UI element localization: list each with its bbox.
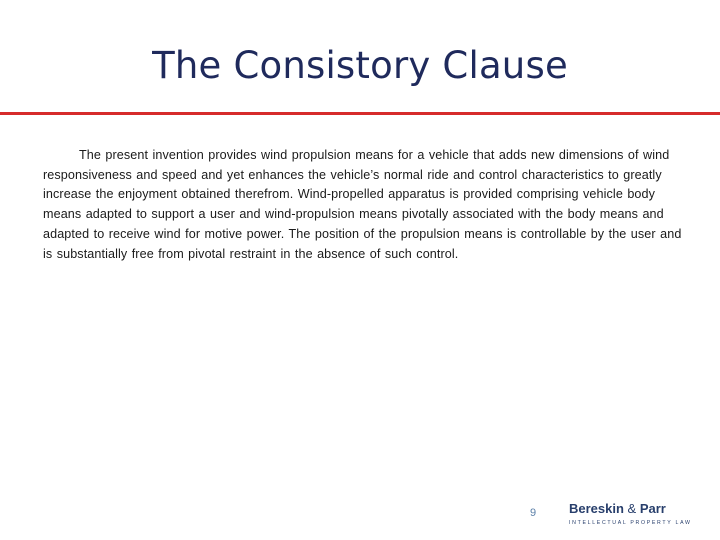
- body-paragraph: The present invention provides wind propulsion means for a vehicle that adds new dimensions of wind responsiveness and speed and yet enhances the vehicle’s normal ride and control characteristics to greatly increase the enjoyment obtained therefrom. Wind-propelled apparatus is provided comprising vehicle body means adapted to support a user and wind-propulsion means pivotally associated with the body means and adapted to receive wind for motive power. The position of the propulsion means is controllable by the user and is substantially free from pivotal restraint in the absence of such control.: [43, 148, 682, 261]
- slide-title: The Consistory Clause: [152, 44, 568, 87]
- logo-ampersand: &: [627, 501, 637, 516]
- logo-name: [569, 501, 685, 517]
- logo-name-part1: Bereskin: [569, 501, 628, 516]
- firm-logo: [569, 501, 692, 526]
- logo-tagline: INTELLECTUAL PROPERTY LAW: [569, 520, 692, 526]
- page-number: 9: [530, 507, 537, 519]
- title-divider: [0, 112, 720, 115]
- logo-name-part2: Parr: [636, 501, 666, 516]
